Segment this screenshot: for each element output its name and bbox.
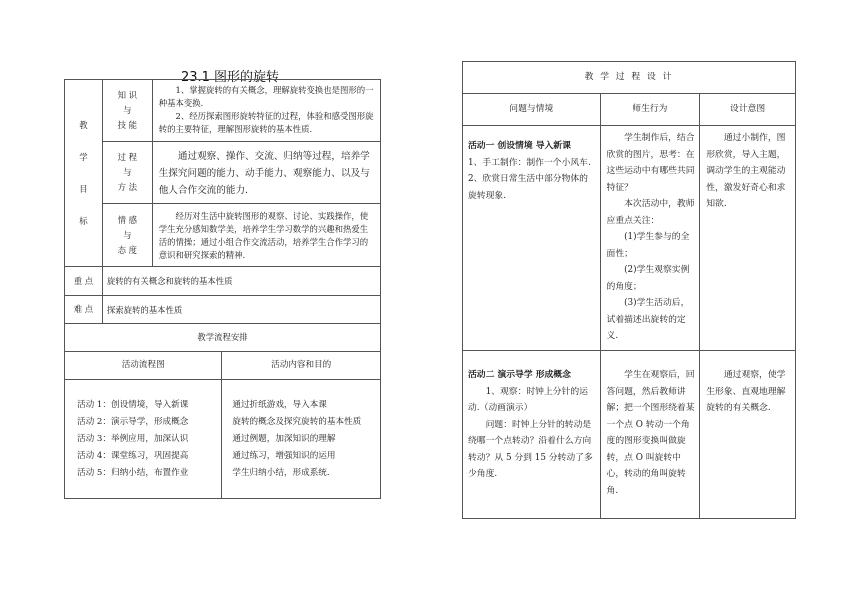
page-title: 23.1 图形的旋转 xyxy=(180,70,280,85)
key-point-label: 重 点 xyxy=(65,267,103,296)
process-text: 通过观察、操作、交流、归纳等过程，培养学生探究问题的能力、动手能力、观察能力、以及与他人合作交流的能力. xyxy=(152,142,380,204)
emotion-label: 情 感 与 态 度 xyxy=(102,204,152,267)
difficulty-text: 探索旋转的基本性质 xyxy=(102,296,380,324)
process-design-header: 教 学 过 程 设 计 xyxy=(463,62,796,94)
process-label: 过 程 与 方 法 xyxy=(102,142,152,204)
flow-contents xyxy=(222,380,381,499)
col-intent: 设计意图 xyxy=(700,94,796,126)
act1-title: 活动一 创设情境 导入新课 xyxy=(468,141,571,151)
list-item: 旋转的概念及探究旋转的基本性质 xyxy=(232,416,362,427)
knowledge-text: 1、掌握旋转的有关概念，理解旋转变换也是图形的一种基本变换. 2、经历探索图形旋转特征的过程，体验和感受图形旋转的主要特征，理解图形旋转的基本性质. xyxy=(152,80,380,142)
goals-label: 教 学 目 标 xyxy=(65,80,103,267)
flow-col-chart: 活动流程图 xyxy=(65,352,222,380)
act2-teacher: 学生在观察后，回答问题，然后教师讲解；把一个图形绕着某一个点 O 转动一个角度的图形变换叫做旋转，点 O 叫旋转中心，转动的角叫旋转角. xyxy=(600,351,700,519)
difficulty-label: 难 点 xyxy=(65,296,103,324)
list-item: 通过练习，增强知识的运用 xyxy=(232,450,336,461)
knowledge-label: 知 识 与 技 能 xyxy=(102,80,152,142)
list-item: 学生归纳小结，形成系统. xyxy=(232,467,330,478)
emotion-text: 经历对生活中旋转图形的观察、讨论、实践操作，使学生充分感知数学美，培养学生学习数学的兴趣和热爱生活的情操；通过小组合作交流活动，培养学生合作学习的意识和研究探索的精神. xyxy=(152,204,380,267)
flow-col-content: 活动内容和目的 xyxy=(222,352,381,380)
flow-header: 教学流程安排 xyxy=(65,324,381,352)
act2-intent: 通过观察，使学生形象、直观地理解旋转的有关概念. xyxy=(700,351,796,519)
act1-teacher: 学生制作后，结合欣赏的图片，思考：在这些运动中有哪些共同特征？ 本次活动中，教师应重点关注： (1)学生参与的全面性； (2)学生观察实例的角度； (3)学生活动后，试着描述出旋转的定义. xyxy=(600,126,700,351)
list-item: 活动 4：课堂练习，巩固提高 xyxy=(77,450,189,461)
act2-title: 活动二 演示导学 形成概念 xyxy=(468,370,571,380)
col-problem: 问题与情境 xyxy=(463,94,601,126)
list-item: 通过例题，加深知识的理解 xyxy=(232,433,336,444)
key-point-text: 旋转的有关概念和旋转的基本性质 xyxy=(102,267,380,296)
process-design-table xyxy=(462,61,796,519)
act1-problem: 活动一 创设情境 导入新课 1、手工制作：制作一个小风车. 2、欣赏日常生活中部分物体的旋转现象. xyxy=(463,126,601,351)
col-teacher: 师生行为 xyxy=(600,94,700,126)
act1-intent: 通过小制作，图形欣赏，导入主题，调动学生的主观能动性，激发好奇心和求知欲. xyxy=(700,126,796,351)
flow-table xyxy=(64,351,381,499)
list-item: 活动 1：创设情境，导入新课 xyxy=(77,399,189,410)
flow-items xyxy=(65,380,222,499)
list-item: 通过折纸游戏，导入本课 xyxy=(232,399,327,410)
lesson-plan-table xyxy=(64,79,381,352)
list-item: 活动 2：演示导学，形成概念 xyxy=(77,416,189,427)
list-item: 活动 3：举例应用，加深认识 xyxy=(77,433,189,444)
list-item: 活动 5：归纳小结，布置作业 xyxy=(77,467,189,478)
act2-problem: 活动二 演示导学 形成概念 1、观察：时钟上分针的运动.（动画演示） 问题：时钟上分针的转动是绕哪一个点转动？沿着什么方向转动？从 5 分到 15 分转动了多少角度. xyxy=(463,351,601,519)
